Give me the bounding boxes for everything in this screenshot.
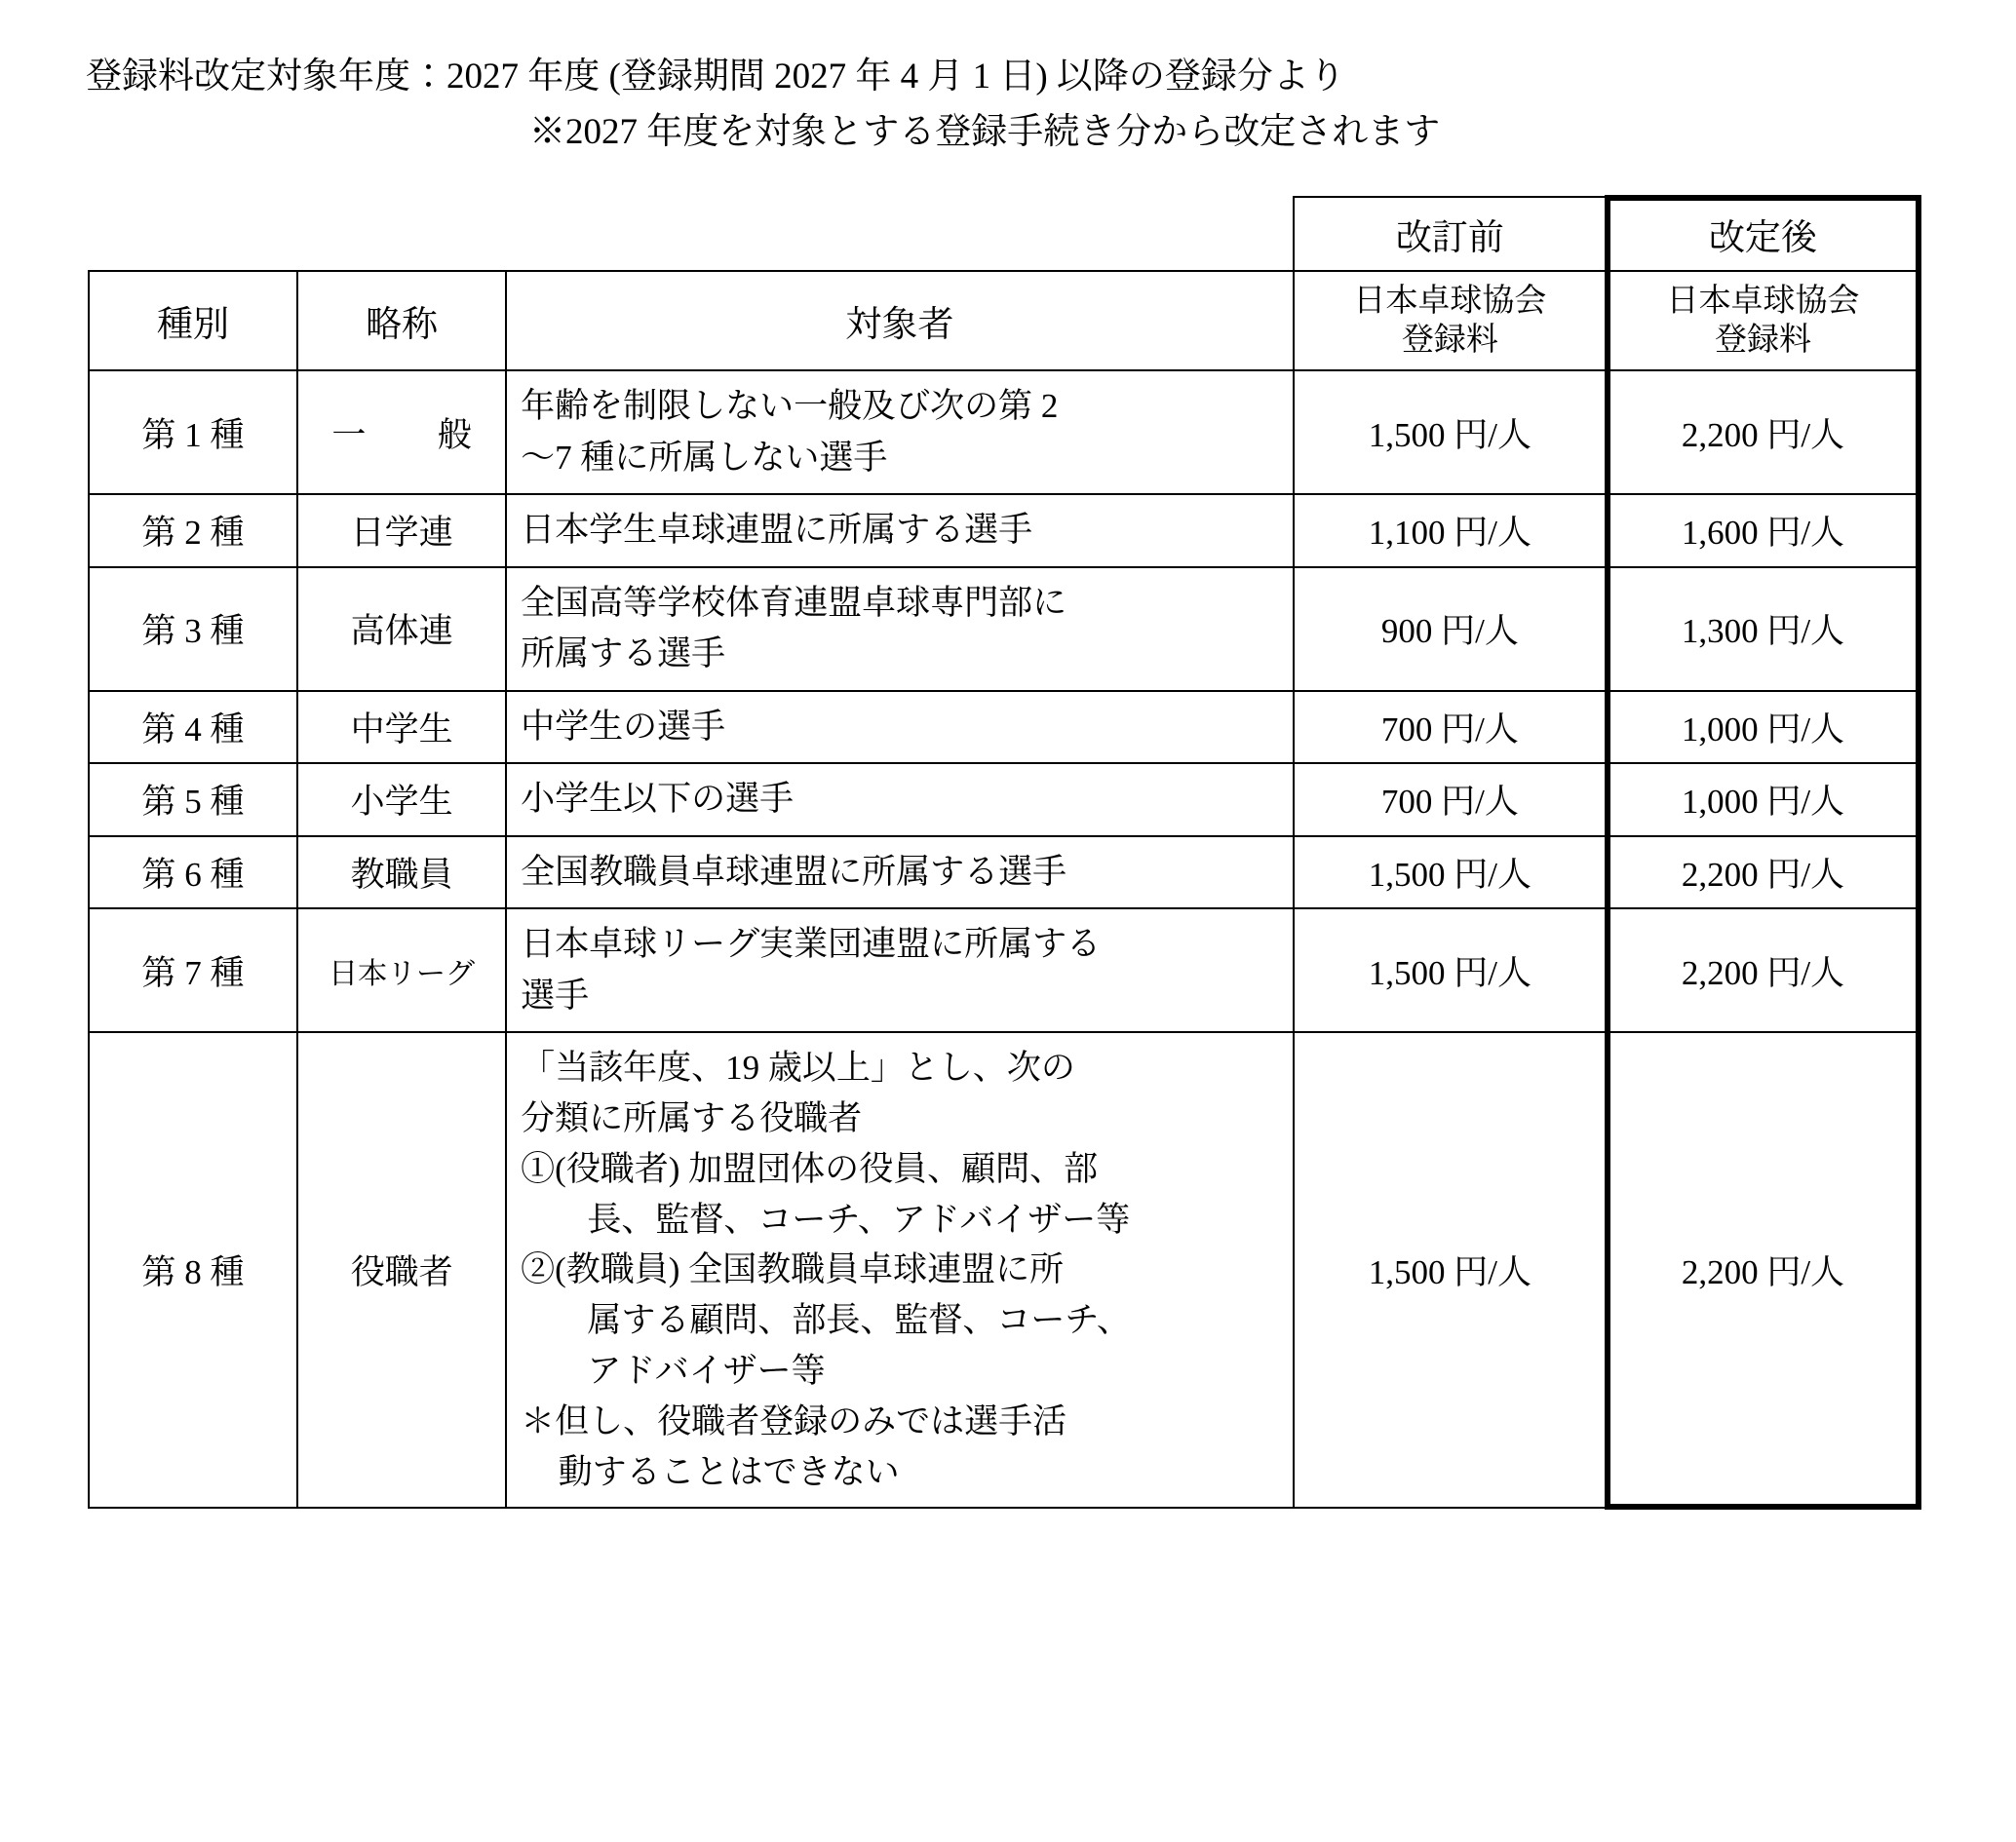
table-header-row [89, 271, 1919, 371]
row-target-line5: ②(教職員) 全国教職員卓球連盟に所 [521, 1250, 1065, 1289]
band-after-label: 改定後 [1607, 197, 1919, 271]
row-target-line1: 日本卓球リーグ実業団連盟に所属する [521, 925, 1102, 964]
header-after-fee-line1: 日本卓球協会 [1666, 283, 1860, 319]
row-fee-before: 1,500 円/人 [1294, 370, 1607, 494]
row-abbr: 日学連 [297, 494, 506, 567]
band-blank-3 [506, 197, 1294, 271]
heading-line-2: ※2027 年度を対象とする登録手続き分から改定されます [529, 112, 1441, 153]
header-abbr: 略称 [297, 271, 506, 371]
row-target-line2: ～7 種に所属しない選手 [521, 438, 888, 477]
row-fee-after: 1,600 円/人 [1607, 494, 1919, 567]
registration-fee-table [88, 196, 1920, 1510]
row-fee-before: 700 円/人 [1294, 691, 1607, 764]
row-fee-after: 1,000 円/人 [1607, 763, 1919, 836]
table-row [89, 836, 1919, 909]
row-target [506, 370, 1294, 494]
row-abbr: 教職員 [297, 836, 506, 909]
header-target: 対象者 [506, 271, 1294, 371]
row-type: 第 7 種 [89, 908, 297, 1032]
row-type: 第 1 種 [89, 370, 297, 494]
row-target-line9: 動することはできない [558, 1452, 900, 1491]
header-after-fee-line2: 登録料 [1714, 322, 1811, 358]
row-fee-after: 2,200 円/人 [1607, 908, 1919, 1032]
row-type: 第 8 種 [89, 1032, 297, 1508]
table-row [89, 370, 1919, 494]
row-fee-after: 2,200 円/人 [1607, 836, 1919, 909]
header-before-fee-line2: 登録料 [1401, 322, 1498, 358]
row-type: 第 3 種 [89, 567, 297, 691]
header-before-fee-line1: 日本卓球協会 [1353, 283, 1547, 319]
row-type: 第 2 種 [89, 494, 297, 567]
row-target-line8: ＊但し、役職者登録のみでは選手活 [521, 1401, 1067, 1440]
row-type: 第 5 種 [89, 763, 297, 836]
row-fee-before: 1,500 円/人 [1294, 1032, 1607, 1508]
row-target [506, 1032, 1294, 1508]
band-blank-1 [89, 197, 297, 271]
page-heading [0, 0, 2016, 161]
fee-table-wrapper [88, 196, 1920, 1510]
row-target: 小学生以下の選手 [506, 763, 1294, 836]
row-type: 第 4 種 [89, 691, 297, 764]
header-before-fee [1294, 271, 1607, 371]
row-target: 全国教職員卓球連盟に所属する選手 [506, 836, 1294, 909]
row-fee-after: 1,000 円/人 [1607, 691, 1919, 764]
row-target-line6: 属する顧問、部長、監督、コーチ、 [587, 1301, 1131, 1340]
row-fee-after: 1,300 円/人 [1607, 567, 1919, 691]
table-row [89, 691, 1919, 764]
row-abbr: 小学生 [297, 763, 506, 836]
row-abbr-text: 一 般 [331, 415, 491, 454]
row-target-line3: ①(役職者) 加盟団体の役員、顧問、部 [521, 1149, 1099, 1188]
row-abbr [297, 370, 506, 494]
table-row [89, 494, 1919, 567]
table-band-row [89, 197, 1919, 271]
row-target-line2: 選手 [521, 976, 590, 1015]
row-target-line2: 所属する選手 [521, 634, 726, 673]
row-target: 日本学生卓球連盟に所属する選手 [506, 494, 1294, 567]
table-row-officials [89, 1032, 1919, 1508]
table-row [89, 908, 1919, 1032]
row-target-line1: 年齢を制限しない一般及び次の第 2 [521, 387, 1059, 426]
row-fee-after: 2,200 円/人 [1607, 370, 1919, 494]
band-blank-2 [297, 197, 506, 271]
row-type: 第 6 種 [89, 836, 297, 909]
row-target-line1: 「当該年度、19 歳以上」とし、次の [521, 1049, 1075, 1088]
row-fee-before: 1,500 円/人 [1294, 836, 1607, 909]
header-type: 種別 [89, 271, 297, 371]
row-fee-before: 900 円/人 [1294, 567, 1607, 691]
row-target-line2: 分類に所属する役職者 [521, 1098, 863, 1137]
band-before-label: 改訂前 [1294, 197, 1607, 271]
row-target-line1: 全国高等学校体育連盟卓球専門部に [521, 583, 1067, 622]
table-row [89, 763, 1919, 836]
heading-line-1: 登録料改定対象年度：2027 年度 (登録期間 2027 年 4 月 1 日) 以降の登録分より [86, 57, 1345, 96]
row-fee-before: 1,100 円/人 [1294, 494, 1607, 567]
row-target [506, 567, 1294, 691]
row-fee-after: 2,200 円/人 [1607, 1032, 1919, 1508]
header-after-fee [1607, 271, 1919, 371]
row-abbr: 役職者 [297, 1032, 506, 1508]
row-abbr: 高体連 [297, 567, 506, 691]
row-fee-before: 1,500 円/人 [1294, 908, 1607, 1032]
row-abbr: 中学生 [297, 691, 506, 764]
row-target: 中学生の選手 [506, 691, 1294, 764]
row-target-line7: アドバイザー等 [587, 1351, 826, 1390]
row-abbr: 日本リーグ [297, 908, 506, 1032]
table-row [89, 567, 1919, 691]
row-fee-before: 700 円/人 [1294, 763, 1607, 836]
row-target-line4: 長、監督、コーチ、アドバイザー等 [587, 1200, 1131, 1239]
row-target [506, 908, 1294, 1032]
